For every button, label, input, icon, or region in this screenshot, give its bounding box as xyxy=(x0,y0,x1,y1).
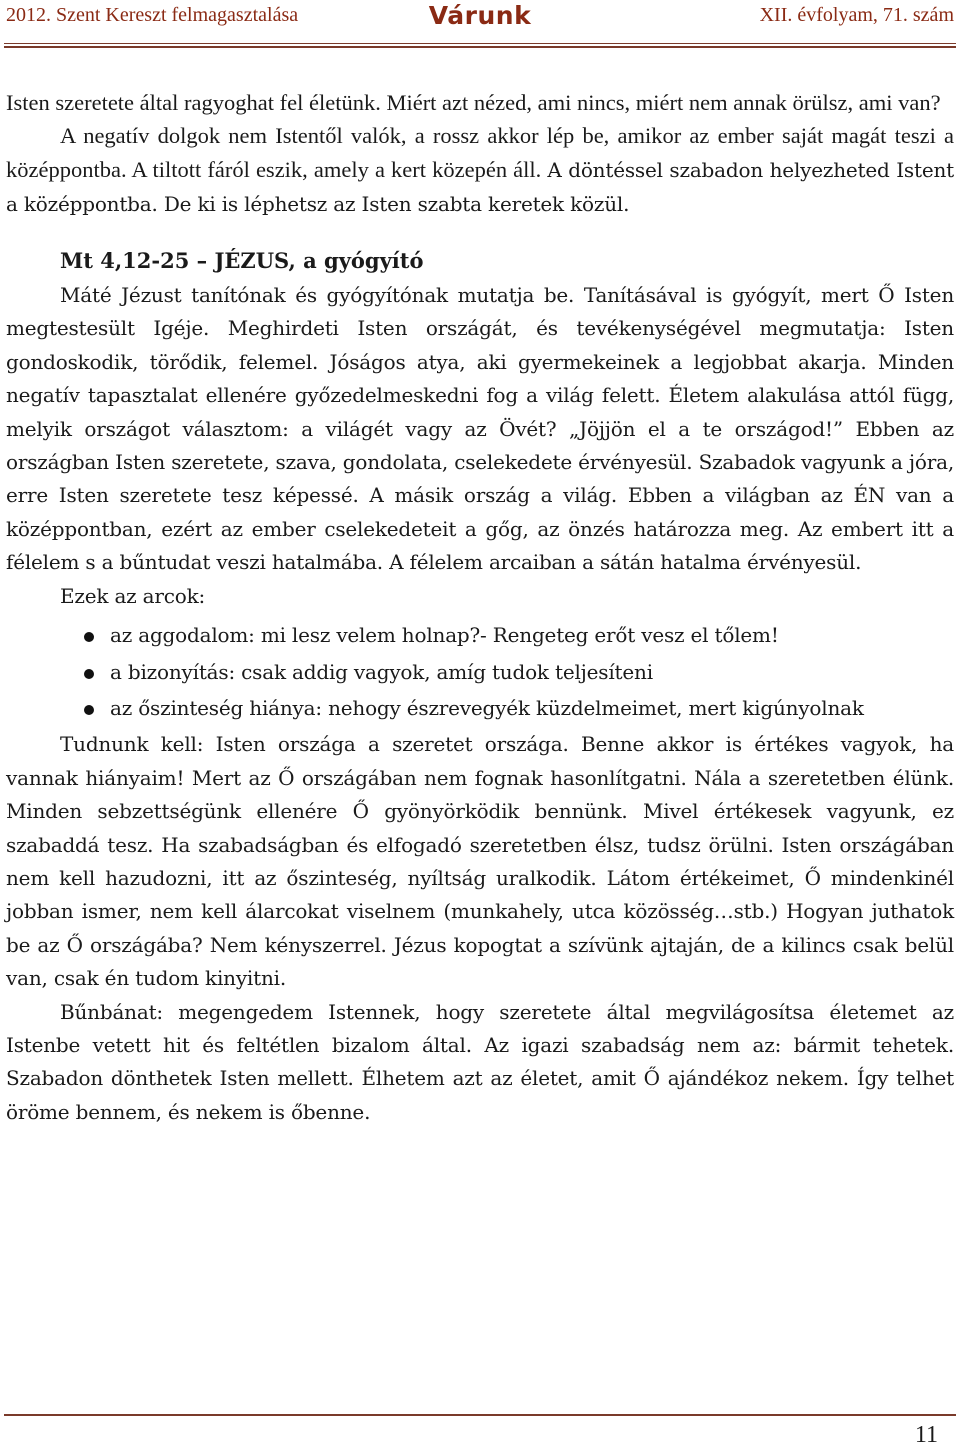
header-magazine-title: Várunk xyxy=(428,1,532,30)
header-issue: XII. évfolyam, 71. szám xyxy=(759,4,954,26)
header-date-feast: 2012. Szent Kereszt felmagasztalása xyxy=(6,4,299,26)
paragraph-2-text: A negatív dolgok nem Istentől valók, a rossz akkor lép be, amikor az ember saját magát teszi a középpontba. A tiltott fáról eszik, amely a kert közepén áll. xyxy=(6,123,954,182)
paragraph-2b-text: A döntéssel szabadon helyezheted Istent a középpontba. De ki is léphetsz az Isten szabta keretek közül. xyxy=(6,157,954,217)
page-header xyxy=(6,1,954,38)
paragraph-1: Isten szeretete által ragyoghat fel életünk. Miért azt nézed, ami nincs, miért nem annak örülsz, ami van? xyxy=(6,90,941,115)
list-item xyxy=(6,656,954,689)
paragraph-6: Bűnbánat: megengedem Istennek, hogy szeretete által megvilágosítsa életemet az Istenbe vetett hit és feltétlen bizalom által. Az igazi szabadság nem az: bármit tehetek. Szabadon dönthetek Isten mellett. Élhetem azt az életet, amit Ő ajándékoz nekem. Így telhet öröme bennem, és nekem is őbenne. xyxy=(6,999,954,1124)
faces-list xyxy=(6,619,954,725)
list-item-text: az aggodalom: mi lesz velem holnap?- Rengeteg erőt vesz el tőlem! xyxy=(110,623,779,648)
page-number: 11 xyxy=(914,1422,938,1448)
bullet-icon xyxy=(84,705,94,715)
bullet-icon xyxy=(84,669,94,679)
list-item-text: a bizonyítás: csak addig vagyok, amíg tudok teljesíteni xyxy=(110,659,653,684)
section-title: Mt 4,12-25 – JÉZUS, a gyógyító xyxy=(60,247,424,273)
footer-divider xyxy=(4,1414,956,1416)
paragraph-4: Ezek az arcok: xyxy=(60,583,206,608)
paragraph-3: Máté Jézust tanítónak és gyógyítónak mutatja be. Tanításával is gyógyít, mert Ő Isten megtestesült Igéje. Meghirdeti Isten országát, és tevékenységével megmutatja: Isten gondoskodik, törődik, felemel. Jóságos atya, aki gyermekeinek a legjobbat akarja. Minden negatív tapasztalat ellenére győzedelmeskedni fog a világ felett. Életem alakulása attól függ, melyik országot választom: a világét vagy az Övét? „Jöjjön el a te országod!” Ebben az országban Isten szeretete, szava, gondolata, cselekedete érvényesül. Szabadok vagyunk a jóra, erre Isten szeretete tesz képessé. A másik ország a világ. Ebben a világban az ÉN van a középpontban, ezért az ember cselekedeteit a gőg, az önzés határozza meg. Az embert itt a félelem s a bűntudat veszi hatalmába. A félelem arcaiban a sátán hatalma érvényesül. xyxy=(6,283,954,575)
paragraph-2 xyxy=(6,119,954,221)
bullet-icon xyxy=(84,632,94,642)
paragraph-5: Tudnunk kell: Isten országa a szeretet országa. Benne akkor is értékes vagyok, ha vannak hiányaim! Mert az Ő országában nem fognak hasonlítgatni. Nála a szeretetben élünk. Minden sebzettségünk ellenére Ő gyönyörködik bennünk. Mivel értékesek vagyunk, ez szabaddá tesz. Ha szabadságban és elfogadó szeretetben élsz, tudsz örülni. Isten országában nem kell hazudozni, itt az őszinteség, nyíltság uralkodik. Látom értékeimet, Ő mindenkinél jobban ismer, nem kell álarcokat viselnem (munkahely, utca közösség…stb.) Hogyan juthatok be az Ő országába? Nem kényszerrel. Jézus kopogtat a szívünk ajtaján, de a kilincs csak belül van, csak én tudom kinyitni. xyxy=(6,732,954,991)
article-body xyxy=(6,86,954,1129)
list-item xyxy=(6,619,954,652)
list-item xyxy=(6,692,954,725)
list-item-text: az őszinteség hiánya: nehogy észrevegyék küzdelmeimet, mert kigúnyolnak xyxy=(110,695,864,720)
header-divider xyxy=(4,43,956,48)
